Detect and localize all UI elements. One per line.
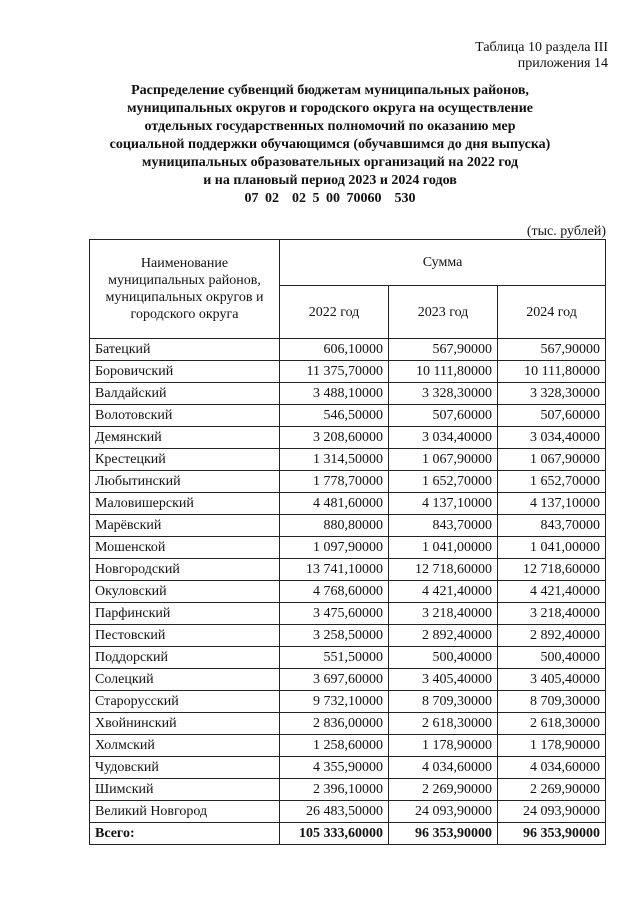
- value-2022: 4 355,90000: [280, 757, 389, 779]
- value-2023: 1 178,90000: [389, 735, 498, 757]
- table-row: [90, 361, 606, 383]
- value-2022: 1 314,50000: [280, 449, 389, 471]
- table-body: [90, 339, 606, 823]
- table-row: [90, 779, 606, 801]
- value-2022: 1 778,70000: [280, 471, 389, 493]
- value-2024: 843,70000: [498, 515, 606, 537]
- table-row: [90, 559, 606, 581]
- table-row: [90, 625, 606, 647]
- table-reference-line2: приложения 14: [517, 56, 608, 71]
- table-row: [90, 493, 606, 515]
- value-2023: 2 269,90000: [389, 779, 498, 801]
- value-2022: 3 258,50000: [280, 625, 389, 647]
- value-2024: 3 034,40000: [498, 427, 606, 449]
- value-2023: 3 405,40000: [389, 669, 498, 691]
- district-name: Демянский: [90, 427, 280, 449]
- table-row: [90, 537, 606, 559]
- value-2024: 2 269,90000: [498, 779, 606, 801]
- district-name: Солецкий: [90, 669, 280, 691]
- district-name: Боровичский: [90, 361, 280, 383]
- table-row: [90, 669, 606, 691]
- table-row: [90, 713, 606, 735]
- value-2024: 1 652,70000: [498, 471, 606, 493]
- value-2022: 1 097,90000: [280, 537, 389, 559]
- total-2022: 105 333,60000: [280, 823, 389, 845]
- value-2024: 3 328,30000: [498, 383, 606, 405]
- value-2023: 8 709,30000: [389, 691, 498, 713]
- district-name: Волотовский: [90, 405, 280, 427]
- value-2024: 2 892,40000: [498, 625, 606, 647]
- value-2022: 2 396,10000: [280, 779, 389, 801]
- value-2023: 4 034,60000: [389, 757, 498, 779]
- value-2024: 1 067,90000: [498, 449, 606, 471]
- title-line: и на плановый период 2023 и 2024 годов: [203, 173, 457, 188]
- value-2024: 507,60000: [498, 405, 606, 427]
- table-row: [90, 383, 606, 405]
- value-2023: 3 218,40000: [389, 603, 498, 625]
- value-2023: 507,60000: [389, 405, 498, 427]
- value-2024: 500,40000: [498, 647, 606, 669]
- table-row: [90, 515, 606, 537]
- table-row: [90, 427, 606, 449]
- value-2023: 1 652,70000: [389, 471, 498, 493]
- value-2024: 1 178,90000: [498, 735, 606, 757]
- total-row: [90, 823, 606, 845]
- district-name: Окуловский: [90, 581, 280, 603]
- value-2024: 4 137,10000: [498, 493, 606, 515]
- value-2022: 880,80000: [280, 515, 389, 537]
- total-2023: 96 353,90000: [389, 823, 498, 845]
- district-name: Маловишерский: [90, 493, 280, 515]
- table-reference-line1: Таблица 10 раздела III: [475, 40, 608, 55]
- value-2023: 1 067,90000: [389, 449, 498, 471]
- table-row: [90, 339, 606, 361]
- value-2024: 12 718,60000: [498, 559, 606, 581]
- document-title: [60, 82, 600, 190]
- total-2024: 96 353,90000: [498, 823, 606, 845]
- district-name: Хвойнинский: [90, 713, 280, 735]
- district-name: Новгородский: [90, 559, 280, 581]
- value-2023: 843,70000: [389, 515, 498, 537]
- title-line: Распределение субвенций бюджетам муниципальных районов,: [131, 83, 529, 98]
- table-row: [90, 603, 606, 625]
- value-2022: 546,50000: [280, 405, 389, 427]
- district-name: Пестовский: [90, 625, 280, 647]
- title-line: социальной поддержки обучающимся (обучавшимся до дня выпуска): [109, 137, 551, 152]
- district-name: Шимский: [90, 779, 280, 801]
- value-2022: 3 208,60000: [280, 427, 389, 449]
- table-row: [90, 471, 606, 493]
- value-2023: 24 093,90000: [389, 801, 498, 823]
- value-2022: 3 488,10000: [280, 383, 389, 405]
- district-name: Любытинский: [90, 471, 280, 493]
- year-2022-header: 2022 год: [280, 286, 389, 339]
- value-2024: 3 218,40000: [498, 603, 606, 625]
- value-2024: 4 421,40000: [498, 581, 606, 603]
- table-row: [90, 691, 606, 713]
- district-name: Холмский: [90, 735, 280, 757]
- table-row: [90, 801, 606, 823]
- value-2022: 551,50000: [280, 647, 389, 669]
- total-label: Всего:: [90, 823, 280, 845]
- table-reference: [475, 40, 608, 72]
- value-2024: 24 093,90000: [498, 801, 606, 823]
- value-2022: 11 375,70000: [280, 361, 389, 383]
- district-name: Валдайский: [90, 383, 280, 405]
- value-2023: 4 137,10000: [389, 493, 498, 515]
- value-2022: 1 258,60000: [280, 735, 389, 757]
- subvention-table: [89, 239, 606, 845]
- table-row: [90, 757, 606, 779]
- value-2024: 567,90000: [498, 339, 606, 361]
- value-2023: 3 328,30000: [389, 383, 498, 405]
- title-line: муниципальных образовательных организаций на 2022 год: [141, 155, 519, 170]
- year-2024-header: 2024 год: [498, 286, 606, 339]
- table-row: [90, 449, 606, 471]
- district-name: Великий Новгород: [90, 801, 280, 823]
- value-2024: 10 111,80000: [498, 361, 606, 383]
- sum-column-header: Сумма: [280, 240, 606, 286]
- district-name: Крестецкий: [90, 449, 280, 471]
- value-2023: 3 034,40000: [389, 427, 498, 449]
- table-row: [90, 647, 606, 669]
- value-2023: 2 892,40000: [389, 625, 498, 647]
- name-column-header: Наименование муниципальных районов, муниципальных округов и городского округа: [90, 240, 280, 339]
- value-2022: 606,10000: [280, 339, 389, 361]
- value-2022: 13 741,10000: [280, 559, 389, 581]
- value-2023: 12 718,60000: [389, 559, 498, 581]
- value-2024: 4 034,60000: [498, 757, 606, 779]
- district-name: Батецкий: [90, 339, 280, 361]
- value-2023: 500,40000: [389, 647, 498, 669]
- value-2023: 1 041,00000: [389, 537, 498, 559]
- value-2024: 2 618,30000: [498, 713, 606, 735]
- district-name: Мошенской: [90, 537, 280, 559]
- district-name: Марёвский: [90, 515, 280, 537]
- budget-code: 07 02 02 5 00 70060 530: [244, 191, 416, 206]
- value-2024: 1 041,00000: [498, 537, 606, 559]
- header-row: [90, 240, 606, 286]
- title-line: муниципальных округов и городского округа на осуществление: [127, 101, 533, 116]
- value-2022: 2 836,00000: [280, 713, 389, 735]
- year-2023-header: 2023 год: [389, 286, 498, 339]
- units-label: (тыс. рублей): [526, 224, 606, 239]
- district-name: Парфинский: [90, 603, 280, 625]
- table-row: [90, 405, 606, 427]
- value-2024: 3 405,40000: [498, 669, 606, 691]
- value-2022: 9 732,10000: [280, 691, 389, 713]
- value-2022: 4 768,60000: [280, 581, 389, 603]
- value-2023: 2 618,30000: [389, 713, 498, 735]
- title-line: отдельных государственных полномочий по оказанию мер: [144, 119, 516, 134]
- value-2022: 4 481,60000: [280, 493, 389, 515]
- district-name: Поддорский: [90, 647, 280, 669]
- value-2022: 26 483,50000: [280, 801, 389, 823]
- table-row: [90, 581, 606, 603]
- value-2024: 8 709,30000: [498, 691, 606, 713]
- value-2023: 567,90000: [389, 339, 498, 361]
- value-2023: 10 111,80000: [389, 361, 498, 383]
- value-2023: 4 421,40000: [389, 581, 498, 603]
- district-name: Чудовский: [90, 757, 280, 779]
- table-row: [90, 735, 606, 757]
- district-name: Старорусский: [90, 691, 280, 713]
- value-2022: 3 475,60000: [280, 603, 389, 625]
- value-2022: 3 697,60000: [280, 669, 389, 691]
